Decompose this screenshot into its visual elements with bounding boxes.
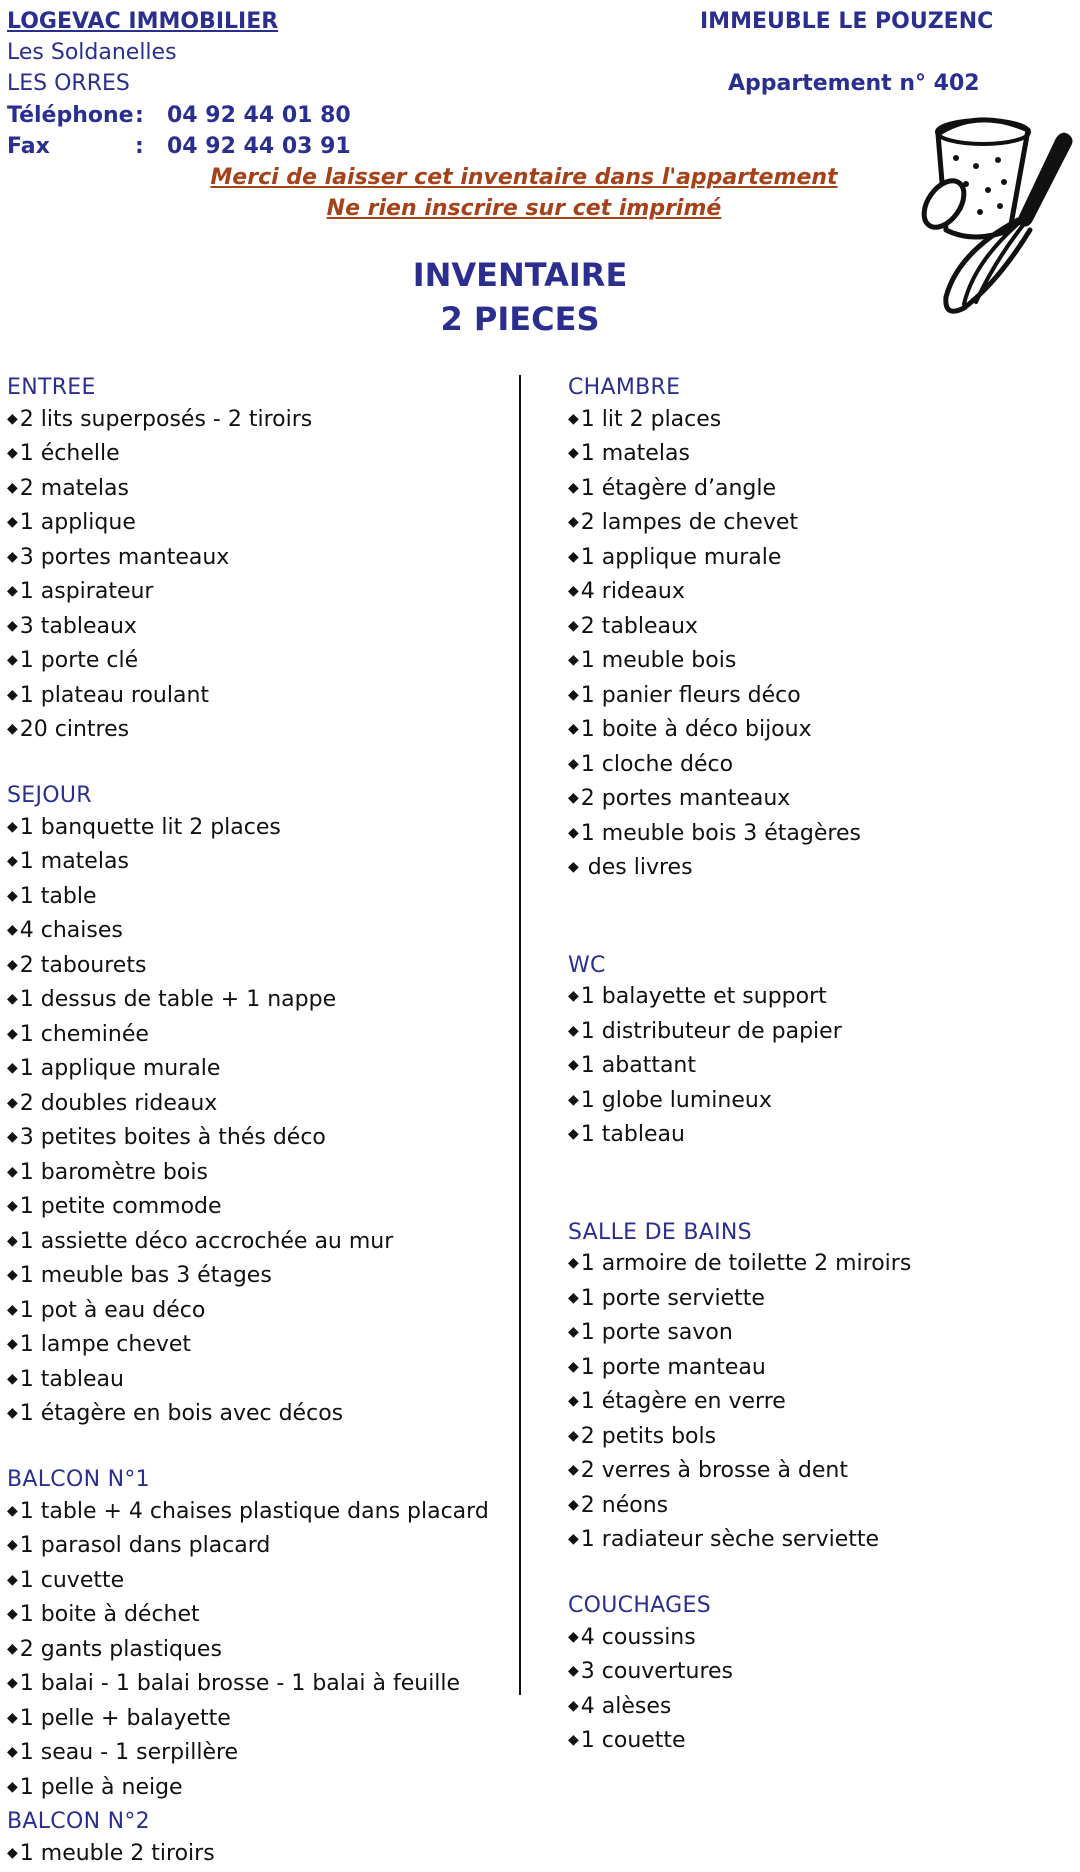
diamond-bullet-icon: ◆	[7, 618, 18, 634]
list-item-text: 1 seau - 1 serpillère	[20, 1740, 238, 1765]
list-item	[7, 611, 489, 646]
list-item	[7, 473, 489, 508]
diamond-bullet-icon: ◆	[7, 1060, 18, 1076]
list-item-text: 1 étagère en bois avec décos	[20, 1401, 343, 1426]
diamond-bullet-icon: ◆	[568, 1057, 579, 1073]
column-divider	[519, 375, 521, 1695]
diamond-bullet-icon: ◆	[568, 1290, 579, 1306]
list-item-text: 2 verres à brosse à dent	[581, 1458, 848, 1483]
diamond-bullet-icon: ◆	[7, 1336, 18, 1352]
sejour-list	[7, 812, 489, 1433]
list-item-text: 1 meuble bois	[581, 648, 737, 673]
list-item-text: 3 portes manteaux	[20, 545, 230, 570]
diamond-bullet-icon: ◆	[568, 618, 579, 634]
list-item-text: 1 meuble 2 tiroirs	[20, 1841, 215, 1866]
list-item-text: 1 lampe chevet	[20, 1332, 191, 1357]
phone-number: 04 92 44 01 80	[167, 100, 351, 131]
diamond-bullet-icon: ◆	[568, 1462, 579, 1478]
list-item	[7, 1703, 489, 1738]
diamond-bullet-icon: ◆	[568, 721, 579, 737]
list-item	[568, 1455, 911, 1490]
list-item-text: 1 globe lumineux	[581, 1088, 772, 1113]
diamond-bullet-icon: ◆	[7, 1641, 18, 1657]
list-item-text: 1 couette	[581, 1728, 686, 1753]
section-title-wc: WC	[568, 950, 911, 982]
diamond-bullet-icon: ◆	[568, 445, 579, 461]
list-item-text: 1 pelle à neige	[20, 1775, 183, 1800]
diamond-bullet-icon: ◆	[7, 1710, 18, 1726]
list-item	[568, 1248, 911, 1283]
list-item	[568, 1524, 911, 1559]
list-item-text: 1 étagère d’angle	[581, 476, 776, 501]
diamond-bullet-icon: ◆	[7, 721, 18, 737]
list-item	[568, 852, 911, 887]
list-item-text: 4 alèses	[581, 1694, 672, 1719]
agency-name: LOGEVAC IMMOBILIER	[7, 6, 278, 37]
list-item-text: 1 applique murale	[20, 1056, 221, 1081]
fax-label: Fax	[7, 131, 50, 162]
diamond-bullet-icon: ◆	[568, 1428, 579, 1444]
list-item	[7, 438, 489, 473]
list-item-text: 20 cintres	[20, 717, 129, 742]
list-item	[7, 881, 489, 916]
list-item	[7, 1737, 489, 1772]
list-item	[568, 1622, 911, 1657]
list-item	[568, 1725, 911, 1760]
list-item-text: 1 pot à eau déco	[20, 1298, 206, 1323]
list-item	[568, 473, 911, 508]
diamond-bullet-icon: ◆	[7, 853, 18, 869]
list-item	[7, 1329, 489, 1364]
diamond-bullet-icon: ◆	[7, 819, 18, 835]
list-item	[568, 542, 911, 577]
list-item	[568, 1490, 911, 1525]
list-item	[7, 1772, 489, 1807]
diamond-bullet-icon: ◆	[568, 411, 579, 427]
list-item	[568, 981, 911, 1016]
diamond-bullet-icon: ◆	[7, 1845, 18, 1861]
diamond-bullet-icon: ◆	[7, 1026, 18, 1042]
left-column	[7, 372, 489, 1872]
diamond-bullet-icon: ◆	[7, 1606, 18, 1622]
list-item	[7, 507, 489, 542]
diamond-bullet-icon: ◆	[568, 514, 579, 530]
diamond-bullet-icon: ◆	[7, 1744, 18, 1760]
diamond-bullet-icon: ◆	[7, 583, 18, 599]
list-item-text: 2 lampes de chevet	[581, 510, 798, 535]
list-item	[568, 1050, 911, 1085]
list-item-text: 1 armoire de toilette 2 miroirs	[581, 1251, 912, 1276]
list-item-text: 1 petite commode	[20, 1194, 222, 1219]
diamond-bullet-icon: ◆	[568, 1092, 579, 1108]
list-item	[7, 1838, 489, 1872]
diamond-bullet-icon: ◆	[7, 957, 18, 973]
whisk-and-bowl-icon	[918, 112, 1080, 322]
diamond-bullet-icon: ◆	[568, 480, 579, 496]
diamond-bullet-icon: ◆	[568, 1255, 579, 1271]
list-item-text: 2 tableaux	[581, 614, 698, 639]
list-item	[7, 1496, 489, 1531]
list-item	[568, 1016, 911, 1051]
list-item-text: 2 portes manteaux	[581, 786, 791, 811]
right-column	[568, 372, 911, 1760]
section-title-couchages: COUCHAGES	[568, 1590, 911, 1622]
list-item	[568, 404, 911, 439]
list-item-text: 1 matelas	[581, 441, 690, 466]
list-item-text: 1 boite à déchet	[20, 1602, 200, 1627]
diamond-bullet-icon: ◆	[568, 1629, 579, 1645]
fax-separator: :	[135, 131, 144, 162]
building-name: IMMEUBLE LE POUZENC	[700, 6, 993, 37]
diamond-bullet-icon: ◆	[7, 1779, 18, 1795]
diamond-bullet-icon: ◆	[7, 1095, 18, 1111]
list-item-text: 1 meuble bois 3 étagères	[581, 821, 861, 846]
list-item	[7, 1599, 489, 1634]
diamond-bullet-icon: ◆	[7, 1267, 18, 1283]
diamond-bullet-icon: ◆	[7, 1233, 18, 1249]
diamond-bullet-icon: ◆	[568, 687, 579, 703]
diamond-bullet-icon: ◆	[568, 1023, 579, 1039]
apartment-number: Appartement n° 402	[728, 68, 980, 99]
diamond-bullet-icon: ◆	[7, 991, 18, 1007]
list-item-text: 1 porte clé	[20, 648, 138, 673]
section-title-chambre: CHAMBRE	[568, 372, 911, 404]
list-item	[568, 1691, 911, 1726]
diamond-bullet-icon: ◆	[7, 1503, 18, 1519]
list-item-text: 1 table + 4 chaises plastique dans placard	[20, 1499, 489, 1524]
list-item-text: 1 baromètre bois	[20, 1160, 208, 1185]
list-item	[7, 1053, 489, 1088]
diamond-bullet-icon: ◆	[7, 687, 18, 703]
list-item-text: 1 boite à déco bijoux	[581, 717, 812, 742]
diamond-bullet-icon: ◆	[7, 888, 18, 904]
list-item	[7, 846, 489, 881]
diamond-bullet-icon: ◆	[7, 1198, 18, 1214]
couchages-list	[568, 1622, 911, 1760]
list-item	[568, 1421, 911, 1456]
diamond-bullet-icon: ◆	[7, 652, 18, 668]
list-item-text: 1 applique	[20, 510, 136, 535]
list-item	[7, 1565, 489, 1600]
list-item	[7, 1157, 489, 1192]
list-item	[568, 1283, 911, 1318]
list-item	[7, 542, 489, 577]
diamond-bullet-icon: ◆	[568, 1126, 579, 1142]
diamond-bullet-icon: ◆	[7, 922, 18, 938]
list-item-text: 3 tableaux	[20, 614, 137, 639]
chambre-list	[568, 404, 911, 887]
list-item-text: 1 assiette déco accrochée au mur	[20, 1229, 394, 1254]
list-item-text: 1 distributeur de papier	[581, 1019, 842, 1044]
list-item	[7, 1398, 489, 1433]
diamond-bullet-icon: ◆	[568, 652, 579, 668]
sdb-list	[568, 1248, 911, 1559]
diamond-bullet-icon: ◆	[7, 480, 18, 496]
list-item	[568, 783, 911, 818]
list-item	[568, 507, 911, 542]
diamond-bullet-icon: ◆	[568, 1393, 579, 1409]
list-item	[568, 611, 911, 646]
list-item-text: 1 tableau	[20, 1367, 124, 1392]
list-item-text: 4 chaises	[20, 918, 123, 943]
phone-label: Téléphone	[7, 100, 134, 131]
list-item	[568, 1352, 911, 1387]
list-item	[7, 1634, 489, 1669]
diamond-bullet-icon: ◆	[7, 1675, 18, 1691]
list-item-text: 1 tableau	[581, 1122, 685, 1147]
diamond-bullet-icon: ◆	[7, 1302, 18, 1318]
list-item	[568, 1119, 911, 1154]
list-item	[7, 915, 489, 950]
diamond-bullet-icon: ◆	[568, 859, 579, 875]
list-item-text: 1 porte serviette	[581, 1286, 765, 1311]
list-item-text: 3 petites boites à thés déco	[20, 1125, 326, 1150]
notice-do-not-write: Ne rien inscrire sur cet imprimé	[0, 193, 1048, 224]
diamond-bullet-icon: ◆	[568, 825, 579, 841]
list-item-text: 1 radiateur sèche serviette	[581, 1527, 879, 1552]
list-item	[7, 1226, 489, 1261]
diamond-bullet-icon: ◆	[7, 411, 18, 427]
list-item	[568, 438, 911, 473]
diamond-bullet-icon: ◆	[568, 1663, 579, 1679]
agency-address-line2: LES ORRES	[7, 68, 130, 99]
section-title-balcon1: BALCON N°1	[7, 1464, 489, 1496]
diamond-bullet-icon: ◆	[568, 1497, 579, 1513]
list-item-text: 1 balai - 1 balai brosse - 1 balai à feuille	[20, 1671, 460, 1696]
list-item	[7, 645, 489, 680]
section-title-entree: ENTREE	[7, 372, 489, 404]
wc-list	[568, 981, 911, 1154]
list-item-text: 1 matelas	[20, 849, 129, 874]
list-item	[7, 680, 489, 715]
list-item	[7, 1668, 489, 1703]
balcon2-list	[7, 1838, 489, 1872]
list-item-text: 2 petits bols	[581, 1424, 716, 1449]
list-item-text: 2 doubles rideaux	[20, 1091, 218, 1116]
list-item-text: 1 cloche déco	[581, 752, 733, 777]
list-item-text: 1 panier fleurs déco	[581, 683, 801, 708]
list-item	[568, 645, 911, 680]
list-item-text: 4 rideaux	[581, 579, 685, 604]
list-item	[7, 1019, 489, 1054]
list-item	[7, 1191, 489, 1226]
list-item-text: 1 échelle	[20, 441, 120, 466]
list-item	[568, 1386, 911, 1421]
inventory-subtitle: 2 PIECES	[0, 300, 1040, 338]
diamond-bullet-icon: ◆	[568, 756, 579, 772]
section-title-sejour: SEJOUR	[7, 780, 489, 812]
list-item-text: 1 étagère en verre	[581, 1389, 786, 1414]
list-item	[7, 1364, 489, 1399]
list-item-text: 1 porte savon	[581, 1320, 733, 1345]
list-item-text: 2 néons	[581, 1493, 668, 1518]
diamond-bullet-icon: ◆	[568, 790, 579, 806]
list-item-text: 1 balayette et support	[581, 984, 827, 1009]
list-item-text: 1 lit 2 places	[581, 407, 721, 432]
list-item	[568, 1317, 911, 1352]
list-item	[7, 1295, 489, 1330]
diamond-bullet-icon: ◆	[568, 1732, 579, 1748]
diamond-bullet-icon: ◆	[7, 1405, 18, 1421]
list-item	[568, 1656, 911, 1691]
diamond-bullet-icon: ◆	[568, 1324, 579, 1340]
diamond-bullet-icon: ◆	[568, 1359, 579, 1375]
diamond-bullet-icon: ◆	[568, 549, 579, 565]
diamond-bullet-icon: ◆	[568, 1531, 579, 1547]
list-item-text: 4 coussins	[581, 1625, 696, 1650]
list-item	[568, 1085, 911, 1120]
diamond-bullet-icon: ◆	[7, 514, 18, 530]
inventory-title: INVENTAIRE	[0, 256, 1040, 294]
list-item	[7, 1088, 489, 1123]
list-item	[7, 984, 489, 1019]
diamond-bullet-icon: ◆	[568, 583, 579, 599]
list-item	[7, 812, 489, 847]
diamond-bullet-icon: ◆	[7, 1371, 18, 1387]
list-item-text: 2 lits superposés - 2 tiroirs	[20, 407, 312, 432]
diamond-bullet-icon: ◆	[568, 1698, 579, 1714]
section-title-balcon2: BALCON N°2	[7, 1806, 489, 1838]
list-item-text: 1 porte manteau	[581, 1355, 766, 1380]
list-item-text: 2 tabourets	[20, 953, 147, 978]
list-item-text: 1 abattant	[581, 1053, 696, 1078]
list-item	[7, 1260, 489, 1295]
diamond-bullet-icon: ◆	[7, 1537, 18, 1553]
list-item-text: des livres	[581, 855, 693, 880]
list-item	[568, 818, 911, 853]
list-item-text: 1 banquette lit 2 places	[20, 815, 281, 840]
diamond-bullet-icon: ◆	[568, 988, 579, 1004]
phone-separator: :	[135, 100, 144, 131]
list-item	[7, 576, 489, 611]
list-item	[568, 576, 911, 611]
list-item-text: 1 meuble bas 3 étages	[20, 1263, 272, 1288]
list-item-text: 1 applique murale	[581, 545, 782, 570]
list-item	[7, 1530, 489, 1565]
list-item-text: 1 pelle + balayette	[20, 1706, 231, 1731]
diamond-bullet-icon: ◆	[7, 549, 18, 565]
list-item-text: 1 parasol dans placard	[20, 1533, 271, 1558]
list-item	[568, 714, 911, 749]
list-item	[568, 680, 911, 715]
diamond-bullet-icon: ◆	[7, 1129, 18, 1145]
list-item-text: 1 plateau roulant	[20, 683, 209, 708]
notice-leave-inventory: Merci de laisser cet inventaire dans l'appartement	[0, 162, 1048, 193]
list-item	[7, 714, 489, 749]
entree-list	[7, 404, 489, 749]
list-item-text: 1 cuvette	[20, 1568, 124, 1593]
agency-address-line1: Les Soldanelles	[7, 37, 177, 68]
list-item-text: 2 gants plastiques	[20, 1637, 222, 1662]
diamond-bullet-icon: ◆	[7, 1164, 18, 1180]
list-item-text: 1 table	[20, 884, 97, 909]
list-item	[7, 950, 489, 985]
list-item-text: 2 matelas	[20, 476, 129, 501]
list-item	[7, 1122, 489, 1157]
diamond-bullet-icon: ◆	[7, 1572, 18, 1588]
list-item	[7, 404, 489, 439]
section-title-sdb: SALLE DE BAINS	[568, 1217, 911, 1249]
list-item	[568, 749, 911, 784]
list-item-text: 1 cheminée	[20, 1022, 149, 1047]
list-item-text: 3 couvertures	[581, 1659, 733, 1684]
list-item-text: 1 aspirateur	[20, 579, 154, 604]
balcon1-list	[7, 1496, 489, 1807]
fax-number: 04 92 44 03 91	[167, 131, 351, 162]
list-item-text: 1 dessus de table + 1 nappe	[20, 987, 336, 1012]
diamond-bullet-icon: ◆	[7, 445, 18, 461]
